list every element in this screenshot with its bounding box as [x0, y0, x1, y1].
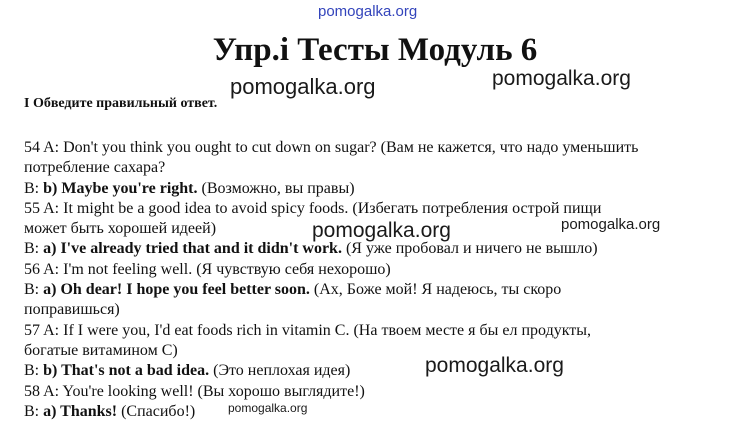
dialog-line: 58 A: You're looking well! (Вы хорошо выглядите!) — [24, 382, 365, 400]
correct-answer: b) Maybe you're right. — [43, 179, 198, 197]
correct-answer: a) Oh dear! I hope you feel better soon. — [43, 281, 310, 299]
correct-answer: a) I've already tried that and it didn't work. — [43, 240, 342, 258]
answer-translation: (Это неплохая идея) — [209, 362, 351, 380]
watermark: pomogalka.org — [492, 67, 631, 90]
answer-line — [24, 280, 724, 300]
answer-translation: (Спасибо!) — [117, 402, 196, 420]
watermark: pomogalka.org — [312, 219, 451, 242]
answer-line — [24, 179, 724, 199]
speaker-label: B: — [24, 240, 44, 258]
answer-translation: (Я уже пробовал и ничего не вышло) — [341, 240, 598, 258]
instruction: I Обведите правильный ответ. — [24, 96, 218, 111]
page-title: Упр.i Тесты Модуль 6 — [212, 32, 538, 68]
answer-line — [24, 402, 724, 422]
dialog-line: потребление сахара? — [24, 159, 166, 177]
dialog-line: 55 A: It might be a good idea to avoid spicy foods. (Избегать потребления острой пищи — [24, 199, 602, 217]
answer-translation: (Возможно, вы правы) — [197, 179, 355, 197]
watermark: pomogalka.org — [230, 74, 376, 99]
correct-answer: b) That's not a bad idea. — [43, 362, 210, 380]
dialog-list — [24, 138, 724, 422]
watermark-top: pomogalka.org — [318, 3, 418, 20]
speaker-label: B: — [24, 281, 44, 299]
dialog-line: 57 A: If I were you, I'd eat foods rich in vitamin C. (На твоем месте я бы ел продукты, — [24, 321, 592, 339]
watermark: pomogalka.org — [561, 216, 661, 233]
dialog-line: 54 A: Don't you think you ought to cut down on sugar? (Вам не кажется, что надо уменьшить — [24, 139, 639, 156]
watermark: pomogalka.org — [228, 401, 308, 415]
dialog-line: может быть хорошей идеей) — [24, 220, 217, 238]
dialog-line: 56 A: I'm not feeling well. (Я чувствую себя нехорошо) — [24, 260, 391, 278]
watermark: pomogalka.org — [425, 354, 564, 377]
dialog-line: богатые витамином С) — [24, 341, 178, 359]
dialog-line: поправишься) — [24, 301, 120, 319]
answer-translation: (Ах, Боже мой! Я надеюсь, ты скоро — [309, 281, 562, 299]
speaker-label: B: — [24, 179, 44, 197]
speaker-label: B: — [24, 402, 44, 420]
correct-answer: a) Thanks! — [43, 402, 118, 420]
speaker-label: B: — [24, 362, 44, 380]
answer-line — [24, 361, 724, 381]
